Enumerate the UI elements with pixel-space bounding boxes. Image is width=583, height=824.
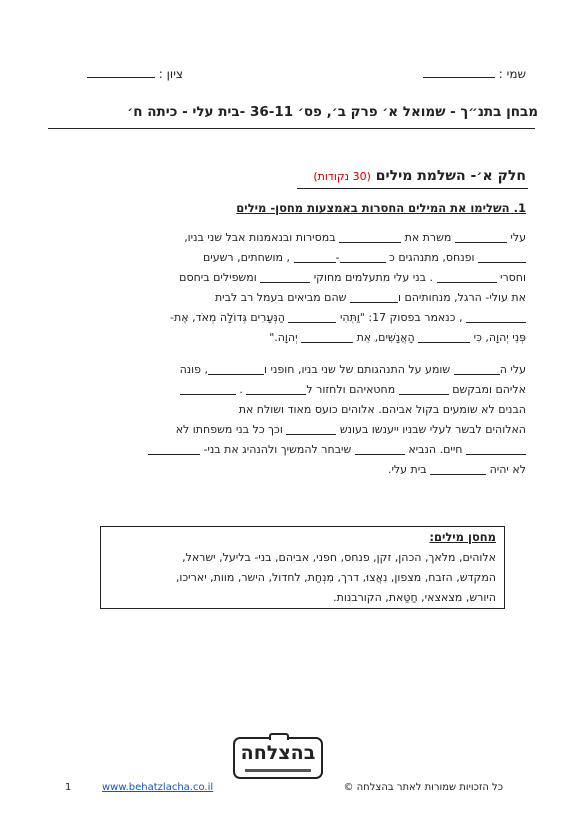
- word-bank-words: [109, 548, 496, 608]
- paragraph-line: את עולי- הרגל, מנחותיהם ו שהם מביאים בעמל רב לבית: [214, 291, 526, 304]
- blank: [350, 290, 398, 303]
- blank: [260, 270, 310, 283]
- blank: [246, 382, 306, 395]
- question-instruction: [236, 201, 526, 215]
- grade-blank: [87, 66, 155, 78]
- blank: [437, 270, 497, 283]
- blank: [301, 330, 353, 343]
- blank: [288, 310, 336, 323]
- exam-title: מבחן בתנ״ך - שמואל א׳ פרק ב׳, פס׳ 36-11 -בית עלי - כיתה ח׳: [127, 104, 538, 120]
- blank: [340, 250, 386, 263]
- name-label: שמי :: [498, 67, 526, 81]
- blank: [208, 362, 264, 375]
- blank: [455, 230, 507, 243]
- paragraph-line: עלי משרת את במסירות ובנאמנות אבל שני בניו,: [184, 231, 526, 244]
- blank: [399, 382, 449, 395]
- question-number: 1.: [513, 201, 526, 215]
- paragraph-line: פְּנֵי יְהוָה, כִּי הָאֲנָשִׁים, אֵת יְהוָה.": [269, 331, 526, 344]
- word-bank-title: מחסן מילים:: [429, 530, 496, 544]
- blank: [466, 310, 526, 323]
- section-heading: [313, 168, 526, 184]
- word-bank-line: היורש, מצאצאי, חַטַּאת, הקורבנות.: [333, 591, 496, 604]
- blank: [418, 330, 470, 343]
- paragraph-line: הבנים לא שומעים בקול אביהם. אלוהים כועס מאוד ושולח את: [238, 403, 526, 416]
- section-underline: [297, 188, 528, 189]
- logo-name: בהצלחה: [240, 742, 316, 764]
- blank: [148, 442, 200, 455]
- blank: [454, 362, 500, 375]
- paragraph-line: אליהם ומבקשם מחטאיהם ולחזור ל .: [70, 380, 526, 400]
- page-number: 1: [65, 782, 72, 793]
- word-bank-box: [100, 526, 505, 609]
- blank: [339, 230, 401, 243]
- name-field: [423, 66, 526, 81]
- question-text: השלימו את המילים החסרות באמצעות מחסן- מילים: [236, 201, 510, 215]
- fill-paragraph-2: [70, 360, 526, 480]
- paragraph-line: עלי ה שומע על התנהגותם של שני בניו, חופני ו, פונה: [179, 363, 526, 376]
- grade-field: [87, 66, 183, 81]
- blank: [478, 250, 526, 263]
- logo-tagline-bar: [245, 769, 311, 772]
- fill-paragraph-1: [70, 228, 526, 348]
- logo-handle: [269, 733, 289, 740]
- paragraph-line: ופנחס, מתנהגים כ - , מושחתים, רשעים: [70, 248, 526, 268]
- blank: [466, 442, 526, 455]
- word-bank-line: המקדש, הזבח, מצפון, נִאֲצוּ, דרך, מִנְחַת, לחדול, הישר, מוות, יאריכו,: [175, 571, 496, 584]
- blank: [355, 442, 405, 455]
- section-title: חלק א׳- השלמת מילים: [375, 168, 526, 184]
- name-blank: [423, 66, 495, 78]
- blank: [294, 250, 336, 263]
- grade-label: ציון :: [158, 67, 183, 81]
- word-bank-line: אלוהים, מלאך, הכהן, זקן, פנחס, חפני, אביהם, בני- בליעל, ישראל,: [182, 551, 496, 564]
- blank: [430, 462, 486, 475]
- blank: [286, 422, 336, 435]
- paragraph-line: חיים. הנביא שיבחר להמשיך ולהנהיג את בני-: [70, 440, 526, 460]
- title-divider: [48, 128, 535, 129]
- behatzlacha-logo: [233, 737, 323, 779]
- paragraph-line: לא יהיה בית עלי.: [387, 463, 526, 476]
- paragraph-line: האלוהים לבשר לעלי שבניו ייענשו בעונש וכך כל בני משפחתו לא: [175, 423, 526, 436]
- blank: [180, 382, 236, 395]
- copyright-notice: כל הזכויות שמורות לאתר בהצלחה ©: [343, 782, 503, 793]
- website-link[interactable]: www.behatzlacha.co.il: [102, 782, 214, 793]
- paragraph-line: , כנאמר בפסוק 17: "וַתְּהִי הַנְּעָרִים גְּדוֹלָה מְאֹד, אֶת-: [70, 308, 526, 328]
- paragraph-line: וחסרי . בני עלי מתעלמים מחוקי ומשפילים ביחסם: [179, 271, 526, 284]
- section-points: (30 נקודות): [313, 170, 371, 183]
